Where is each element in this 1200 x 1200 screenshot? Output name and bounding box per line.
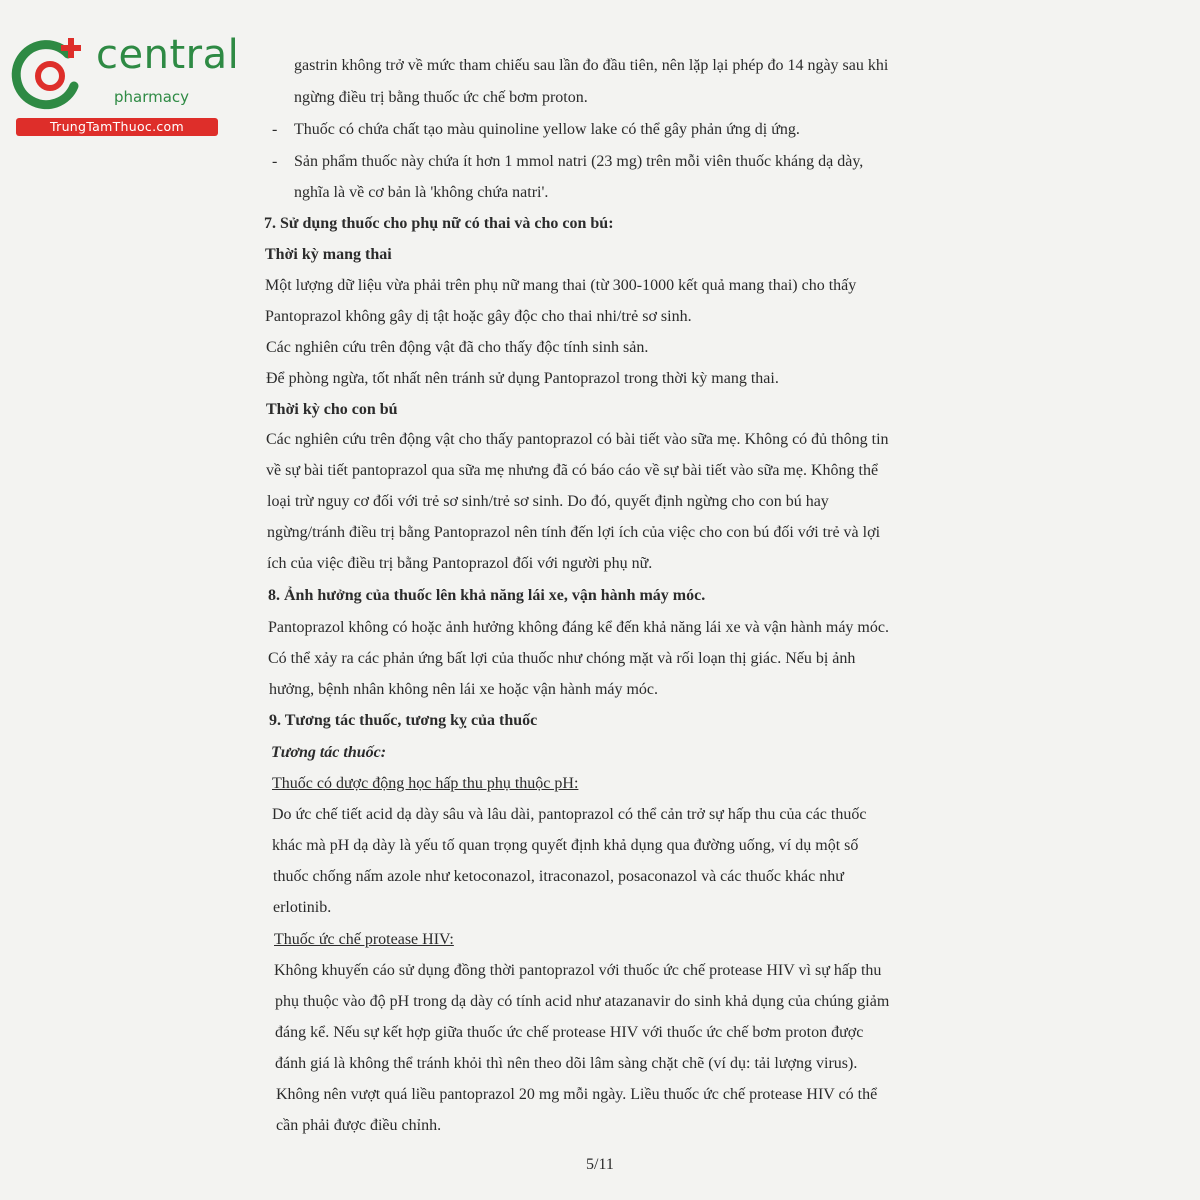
text-line: loại trừ nguy cơ đối với trẻ sơ sinh/trẻ sơ sinh. Do đó, quyết định ngừng cho con bú hay (267, 493, 829, 510)
central-pharmacy-logo (10, 32, 240, 136)
bullet-text: Sản phẩm thuốc này chứa ít hơn 1 mmol natri (23 mg) trên mỗi viên thuốc kháng dạ dày, (294, 153, 864, 170)
text-line: Pantoprazol không có hoặc ảnh hưởng không đáng kể đến khả năng lái xe và vận hành máy móc. (268, 619, 889, 636)
logo-name: central (96, 32, 240, 78)
text-line: Không khuyến cáo sử dụng đồng thời pantoprazol với thuốc ức chế protease HIV vì sự hấp thu (274, 962, 882, 979)
section-heading-driving: 8. Ảnh hưởng của thuốc lên khả năng lái xe, vận hành máy móc. (268, 587, 706, 604)
text-line: Để phòng ngừa, tốt nhất nên tránh sử dụng Pantoprazol trong thời kỳ mang thai. (266, 370, 779, 387)
subheading-breastfeeding-period: Thời kỳ cho con bú (266, 401, 398, 418)
text-line: Không nên vượt quá liều pantoprazol 20 mg mỗi ngày. Liều thuốc ức chế protease HIV có thể (276, 1086, 878, 1103)
subheading-drug-interactions: Tương tác thuốc: (271, 744, 387, 761)
page-number: 5/11 (586, 1156, 614, 1173)
text-line: Pantoprazol không gây dị tật hoặc gây độc cho thai nhi/trẻ sơ sinh. (265, 308, 692, 325)
text-line: đánh giá là không thể tránh khỏi thì nên theo dõi lâm sàng chặt chẽ (ví dụ: tải lượng virus). (275, 1055, 858, 1072)
text-line: erlotinib. (273, 899, 332, 916)
logo-subtitle: pharmacy (114, 88, 190, 106)
text-line: Các nghiên cứu trên động vật cho thấy pantoprazol có bài tiết vào sữa mẹ. Không có đủ thông tin (266, 431, 889, 448)
subheading-pregnancy-period: Thời kỳ mang thai (265, 246, 392, 263)
text-line: ngừng điều trị bằng thuốc ức chế bơm proton. (294, 89, 588, 106)
text-line: hưởng, bệnh nhân không nên lái xe hoặc vận hành máy móc. (269, 681, 659, 698)
section-heading-interactions: 9. Tương tác thuốc, tương kỵ của thuốc (269, 712, 538, 729)
central-pharmacy-logo-icon (10, 36, 90, 116)
text-line: Các nghiên cứu trên động vật đã cho thấy độc tính sinh sản. (266, 339, 649, 356)
logo-website-banner: TrungTamThuoc.com (16, 118, 218, 136)
subheading-ph-dependent-drugs: Thuốc có dược động học hấp thu phụ thuộc pH: (272, 775, 579, 792)
text-line: thuốc chống nấm azole như ketoconazol, itraconazol, posaconazol và các thuốc khác như (273, 868, 844, 885)
text-line: ngừng/tránh điều trị bằng Pantoprazol nên tính đến lợi ích của việc cho con bú đối với trẻ và lợi (267, 524, 881, 541)
bullet-dash: - (272, 153, 278, 170)
text-line: Do ức chế tiết acid dạ dày sâu và lâu dài, pantoprazol có thể cản trở sự hấp thu của các thuốc (272, 806, 867, 823)
text-line: gastrin không trở về mức tham chiếu sau lần đo đầu tiên, nên lặp lại phép đo 14 ngày sau khi (294, 57, 889, 74)
text-line: ích của việc điều trị bằng Pantoprazol đối với người phụ nữ. (267, 555, 653, 572)
text-line: nghĩa là về cơ bản là 'không chứa natri'. (294, 184, 549, 201)
text-line: khác mà pH dạ dày là yếu tố quan trọng quyết định khả dụng qua đường uống, ví dụ một số (272, 837, 859, 854)
text-line: Có thể xảy ra các phản ứng bất lợi của thuốc như chóng mặt và rối loạn thị giác. Nếu bị ảnh (268, 650, 856, 667)
bullet-dash: - (272, 121, 278, 138)
text-line: đáng kể. Nếu sự kết hợp giữa thuốc ức chế protease HIV với thuốc ức chế bơm proton được (275, 1024, 864, 1041)
text-line: phụ thuộc vào độ pH trong dạ dày có tính acid như atazanavir do sinh khả dụng của chúng giảm (275, 993, 890, 1010)
section-heading-pregnancy: 7. Sử dụng thuốc cho phụ nữ có thai và cho con bú: (264, 215, 614, 232)
text-line: cần phải được điều chỉnh. (276, 1117, 442, 1134)
bullet-text: Thuốc có chứa chất tạo màu quinoline yellow lake có thể gây phản ứng dị ứng. (294, 121, 800, 138)
subheading-hiv-protease-inhibitors: Thuốc ức chế protease HIV: (274, 931, 454, 948)
text-line: về sự bài tiết pantoprazol qua sữa mẹ nhưng đã có báo cáo về sự bài tiết vào sữa mẹ. Không thể (266, 462, 879, 479)
text-line: Một lượng dữ liệu vừa phải trên phụ nữ mang thai (từ 300-1000 kết quả mang thai) cho thấy (265, 277, 857, 294)
